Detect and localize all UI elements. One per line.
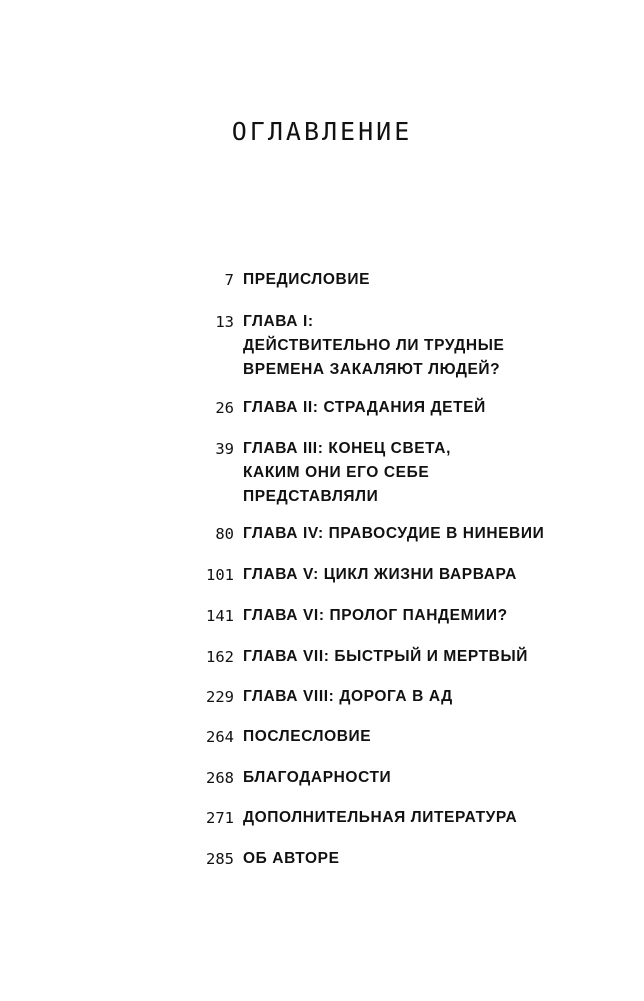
- toc-entry: [0, 310, 644, 382]
- toc-entry-line: ГЛАВА V: ЦИКЛ ЖИЗНИ ВАРВАРА: [243, 566, 517, 583]
- toc-entry: [0, 437, 644, 509]
- toc-entry-line: ДОПОЛНИТЕЛЬНАЯ ЛИТЕРАТУРА: [243, 809, 518, 826]
- toc-entry-title: [243, 563, 517, 587]
- toc-page-number: 162: [206, 648, 234, 666]
- toc-entry: [0, 685, 644, 709]
- toc-entry-title: [243, 806, 517, 830]
- toc-entry: [0, 766, 644, 790]
- toc-entry-title: [243, 396, 486, 420]
- toc-page-number: 7: [224, 271, 234, 289]
- toc-entry-title: [243, 310, 504, 382]
- toc-entry-line: ГЛАВА I:: [243, 313, 314, 330]
- toc-entry-line: ГЛАВА VIII: ДОРОГА В АД: [243, 688, 453, 705]
- toc-entry-line: ГЛАВА VII: БЫСТРЫЙ И МЕРТВЫЙ: [243, 648, 528, 665]
- toc-entry: [0, 725, 644, 749]
- toc-entry-line: ГЛАВА IV: ПРАВОСУДИЕ В НИНЕВИИ: [243, 525, 545, 542]
- toc-entry: [0, 604, 644, 628]
- toc-entry-title: [243, 847, 340, 871]
- toc-entry-line: ГЛАВА II: СТРАДАНИЯ ДЕТЕЙ: [243, 399, 486, 416]
- toc-page-number: 264: [206, 728, 234, 746]
- toc-entry-title: [243, 268, 370, 292]
- toc-entry: [0, 847, 644, 871]
- toc-entry-line: КАКИМ ОНИ ЕГО СЕБЕ: [243, 464, 430, 481]
- toc-entry-line: ПРЕДСТАВЛЯЛИ: [243, 488, 379, 505]
- toc-entry: [0, 563, 644, 587]
- toc-page-number: 141: [206, 607, 234, 625]
- toc-entry: [0, 645, 644, 669]
- toc-page-number: 39: [215, 440, 234, 458]
- toc-page-number: 13: [215, 313, 234, 331]
- toc-entry-title: [243, 766, 391, 790]
- toc-page-number: 101: [206, 566, 234, 584]
- toc-page-number: 268: [206, 769, 234, 787]
- toc-entry: [0, 268, 644, 292]
- toc-entry-line: ДЕЙСТВИТЕЛЬНО ЛИ ТРУДНЫЕ: [243, 337, 505, 354]
- toc-page-number: 26: [215, 399, 234, 417]
- toc-page-number: 285: [206, 850, 234, 868]
- toc-entry-line: БЛАГОДАРНОСТИ: [243, 769, 392, 786]
- toc-entry: [0, 806, 644, 830]
- toc-page-number: 271: [206, 809, 234, 827]
- toc-entry-line: ПОСЛЕСЛОВИЕ: [243, 728, 372, 745]
- toc-entry: [0, 396, 644, 420]
- toc-page-number: 229: [206, 688, 234, 706]
- toc-entry-title: [243, 685, 453, 709]
- toc-entry-line: ВРЕМЕНА ЗАКАЛЯЮТ ЛЮДЕЙ?: [243, 361, 501, 378]
- toc-entry-line: ГЛАВА VI: ПРОЛОГ ПАНДЕМИИ?: [243, 607, 508, 624]
- toc-entry-line: ГЛАВА III: КОНЕЦ СВЕТА,: [243, 440, 451, 457]
- toc-entry-line: ОБ АВТОРЕ: [243, 850, 340, 867]
- toc-entry-title: [243, 437, 451, 509]
- page-title: ОГЛАВЛЕНИЕ: [231, 117, 413, 146]
- toc-entry-line: ПРЕДИСЛОВИЕ: [243, 271, 371, 288]
- toc-entry-title: [243, 522, 544, 546]
- toc-entry: [0, 522, 644, 546]
- toc-entry-title: [243, 645, 528, 669]
- toc-page-number: 80: [215, 525, 234, 543]
- toc-entry-title: [243, 725, 371, 749]
- toc-entry-title: [243, 604, 508, 628]
